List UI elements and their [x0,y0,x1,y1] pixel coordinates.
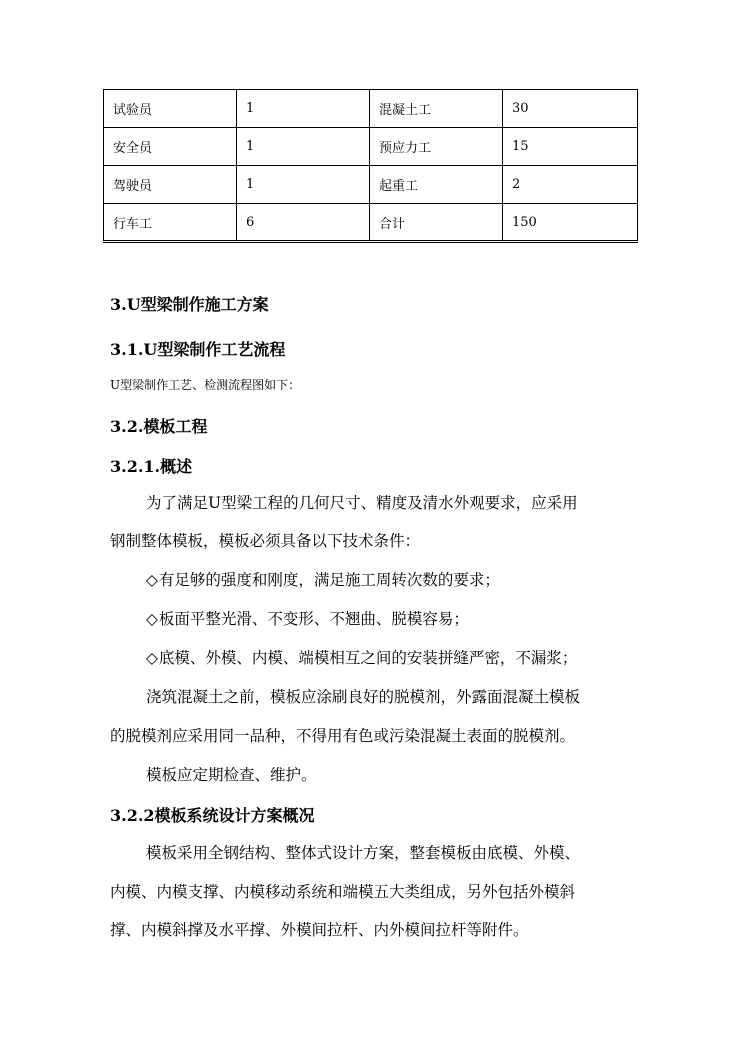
table-cell: 试验员 [104,90,237,128]
table-row [104,166,638,204]
table-cell: 2 [503,166,638,204]
table-cell: 合计 [370,204,503,242]
diamond-icon: ◇ [146,571,158,589]
paragraph-line: 模板应定期检查、维护。 [146,766,317,784]
section-3-2-heading: 3.2.模板工程 [110,417,208,436]
paragraph-line: 钢制整体模板，模板必须具备以下技术条件： [110,532,421,550]
table-cell: 1 [237,166,370,204]
table-cell: 6 [237,204,370,242]
paragraph-line: 内模、内模支撑、内模移动系统和端模五大类组成，另外包括外模斜 [110,883,576,901]
bullet-item [146,646,577,668]
section-3-heading: 3.U型梁制作施工方案 [110,295,269,314]
paragraph-line: 模板采用全钢结构、整体式设计方案，整套模板由底模、外模、 [146,844,581,862]
paragraph-line: 为了满足U型梁工程的几何尺寸、精度及清水外观要求，应采用 [146,494,578,512]
bullet-text: 底模、外模、内模、端模相互之间的安装拼缝严密，不漏浆； [158,649,578,667]
table-row [104,204,638,242]
table-cell: 安全员 [104,128,237,166]
bullet-item [146,568,500,590]
section-3-1-text: U型梁制作工艺、检测流程图如下： [110,378,301,392]
table-cell: 1 [237,128,370,166]
table-cell: 150 [503,204,638,242]
paragraph-line: 浇筑混凝土之前，模板应涂刷良好的脱模剂，外露面混凝土模板 [146,688,581,706]
table-cell: 混凝土工 [370,90,503,128]
table-row [104,128,638,166]
table-cell: 行车工 [104,204,237,242]
table-cell: 15 [503,128,638,166]
diamond-icon: ◇ [146,610,158,628]
diamond-icon: ◇ [146,649,158,667]
paragraph-line: 的脱模剂应采用同一品种，不得用有色或污染混凝土表面的脱模剂。 [110,727,576,745]
section-3-1-heading: 3.1.U型梁制作工艺流程 [110,340,286,359]
paragraph-line: 撑、内模斜撑及水平撑、外模间拉杆、内外模间拉杆等附件。 [110,921,529,939]
section-3-2-1-heading: 3.2.1.概述 [110,457,193,476]
bullet-item [146,607,469,629]
table-row [104,90,638,128]
staff-table [103,89,638,243]
table-cell: 预应力工 [370,128,503,166]
bullet-text: 板面平整光滑、不变形、不翘曲、脱模容易； [158,610,469,628]
section-3-2-2-heading: 3.2.2模板系统设计方案概况 [110,806,315,825]
table-cell: 起重工 [370,166,503,204]
table-cell: 30 [503,90,638,128]
table-cell: 1 [237,90,370,128]
table-cell: 驾驶员 [104,166,237,204]
bullet-text: 有足够的强度和刚度，满足施工周转次数的要求； [158,571,500,589]
